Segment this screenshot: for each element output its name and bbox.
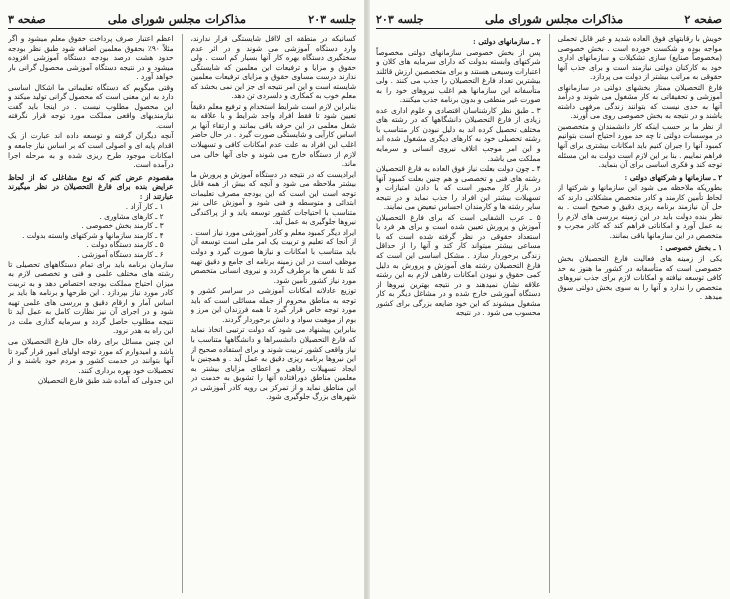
paragraph: آنچه دیگران گرفته و توسعه داده اند عبارت از یک اقدام پایه ای و اصولی است که بر اساس نیاز جامعه و امکانات موجود طرح ریزی شده و به مرحله اجرا درآمده است. — [8, 131, 174, 170]
right-page — [368, 0, 730, 599]
paragraph: اعظم اعتبار صرف پرداخت حقوق معلم میشود و اگر مثلاً ۹۰٪ بحقوق معلمین اضافه شود طبق نظر بودجه حدود هشت درصد بودجه دستگاه آموزشی افزوده میشود و در نتیجه دستگاه آموزشی محصول گرانی بار خواهد آورد . — [8, 34, 174, 82]
paragraph: توزیع عادلانه امکانات آموزشی در سراسر کشور و توجه به مناطق محروم از جمله مسائلی است که باید مورد توجه خاص قرار گیرد تا همه فرزندان این مرز و بوم از موهبت سواد و دانش برخوردار گردند. — [190, 286, 356, 324]
left-page-header — [8, 10, 356, 29]
paragraph: این چنین مسائل برای رفاه حال فارغ التحصیلان می باشد و امیدوارم که مورد توجه اولیای امور قرار گیرد تا آنها بتوانند در خدمت کشور و مردم خود باشند و از تحصیلات خود بهره برداری کنند. — [8, 336, 174, 375]
paragraph: فارغ التحصیلان ممتاز بخشهای دولتی در سازمانهای آموزشی و تحقیقاتی به کار مشغول می شوند و درآمد آنها به حدی نیست که بتوانند زندگی مرفهی داشته باشند و در نتیجه به بخش خصوصی روی می آورند. — [557, 82, 722, 121]
page-number: صفحه ۲ — [684, 12, 722, 26]
list-item: ۳ ـ کارمند بخش خصوصی . — [81, 221, 164, 231]
column-divider — [182, 34, 183, 593]
list-item: ۶ ـ کارمند دستگاه آموزشی . — [77, 250, 164, 260]
paragraph: کسانیکه در منطقه ای لااقل شایستگی قرار ندارند، وارد دستگاه آموزشی می شوند و در اثر عدم سختگیری دستگاه بهره کار آنها بسیار کم است . ولی حقوق و مزایا و ترفیعات این معلمین که شایستگی ندارند درست مساوی حقوق و مزایای ترفیعات معلمین شایسته است و این امر نتیجه ای جز این نمی بخشد که معلم خوب به کمکاری و دلسردی تن دهد. — [190, 34, 356, 101]
session-number: جلسه ۲۰۳ — [376, 12, 424, 26]
paragraph: سازمان برنامه باید برای تمام دستگاههای تحصیلی تا رشته های مختلف علمی و فنی و تخصصی لازم به میزان احتیاج مملکت بودجه اختصاص دهد و به تربیت کادر مورد نیاز بپردازد . این طرحها و برنامه ها باید بر اساس آمار و ارقام دقیق و بررسی های علمی تهیه شود و در اجرای آن نیز نظارت کامل به عمل آید تا نتیجه مطلوب حاصل گردد و سرمایه گذاری ملت در این راه به هدر نرود. — [8, 259, 174, 336]
paragraph: بنابراین پیشنهاد می شود که دولت ترتیبی اتخاذ نماید که فارغ التحصیلان دانشسراها و دانشگاهها متناسب با نیاز واقعی کشور تربیت شوند و برای استفاده صحیح از این نیروها برنامه ریزی دقیق به عمل آید . و همچنین با ایجاد تسهیلات رفاهی و اعطای مزایای بیشتر به معلمین مناطق دورافتاده آنها را تشویق به خدمت در این مناطق نماید و از تمرکز بی رویه کادر آموزشی در شهرهای بزرگ جلوگیری شود. — [190, 325, 356, 402]
journal-title: مذاکرات مجلس شورای ملی — [107, 12, 247, 26]
right-page-column-right — [558, 34, 723, 593]
list-item: ۲ ـ کارهای مشاوری . — [99, 211, 164, 221]
left-page-column-left — [8, 34, 174, 593]
right-page-header — [376, 10, 722, 29]
paragraph: خویش با رقابتهای فوق العاده شدید و غیر قابل تحملی مواجه بوده و شکست خورده است . بخش خصوصی (مخصوصاً صنایع) سازی تشکیلات و سازمانهای اداری خود به کارکنان دولتی نیازمند است و برای جذب آنها حقوقی به مراتب بیشتر از دولت می پردازد. — [557, 34, 722, 82]
list-item: ۵ ـ کارمند دستگاه دولت . — [86, 240, 164, 250]
journal-title: مذاکرات مجلس شورای ملی — [484, 12, 624, 26]
section-heading: ۲ ـ سازمانها و شرکتهای دولتی : — [624, 172, 722, 182]
paragraph: این جدولی که آماده شد طبق فارغ التحصیلان — [37, 376, 174, 386]
list-item: ۴ ـ کارمند سازمانها و شرکتهای وابسته بدولت . — [22, 230, 164, 240]
paragraph: ایرادیست که در نتیجه در دستگاه آموزش و پرورش ما بیشتر ملاحظه می شود و آنچه که بیش از همه قابل توجه است این است که این بودجه مصرف تعلیمات ابتدائی و متوسطه و فنی شود و آموزش عالی نیز متناسب با احتیاجات کشور توسعه یابد و از پراکندگی نیروها جلوگیری به عمل آید. — [190, 169, 356, 227]
session-number: جلسه ۲۰۳ — [308, 12, 356, 26]
paragraph: وقتی میگویم که دستگاه تعلیماتی ما اشکال اساسی دارد به این معنی است که محصول گرانی تولید میکند و این محصول مطلوب نیست . در اینجا باید گفت نیازمندیهای واقعی مملکت مورد توجه قرار نگرفته است. — [8, 82, 174, 130]
left-page — [0, 0, 364, 599]
paragraph: ۴ ـ چون دولت بعلت نیاز فوق العاده به فارغ التحصیلان رشته های فنی و تخصصی و هم چنین بعلت کمبود آنها در بازار کار مجبور است که با دادن امتیازات و تسهیلات بیشتر این افراد را جذب نماید و در نتیجه سایر رشته ها و کارمندان احساس تبعیض می نمایند. — [376, 164, 541, 212]
paragraph: از نظر ما بر حسب اینکه کار دانشمندان و متخصصین در موسسات دولتی تا چه حد مورد احتیاج است بتوانیم کمبود آنها را جبران کنیم باید امکانات بیشتری برای آنها فراهم نماییم . بنا بر این لازم است دولت به این مسئله توجه کند و فکری اساسی برای آن بنماید. — [557, 121, 722, 170]
section-heading: ۲ ـ سازمانهای دولتی : — [472, 37, 541, 46]
paragraph: ۳ ـ طبق نظر کارشناسان اقتصادی و علوم اداری عده زیادی از فارغ التحصیلان دانشگاهها که در رشته های مختلف تحصیل کرده اند به دلیل نبودن کار متناسب با رشته تحصیلی خود به کارهای دیگری مشغول شده اند و این امر موجب اتلاف نیروی انسانی و سرمایه مملکت می باشد. — [376, 105, 541, 163]
paragraph: یکی از زمینه های فعالیت فارغ التحصیلان بخش خصوصی است که متأسفانه در کشور ما هنوز به حد کافی توسعه نیافته و امکانات لازم برای جذب نیروهای متخصص را ندارد و آنها را به سوی بخش دولتی سوق میدهد . — [557, 254, 722, 302]
paragraph: ۵ ـ عرب الشفایی است که برای فارغ التحصیلان آموزش و پرورش تعیین شده است و برای هر فرد با استعداد حقوقی در نظر گرفته شده است که با مساعی بیشتر میتواند کار کند و آنها را از حداقل زندگی برخوردار سازد . مشکل اساسی این است که فارغ التحصیلان رشته های آموزش و پرورش به دلیل کمی حقوق و نبودن امکانات رفاهی لازم به این رشته علاقه نشان نمیدهند و در نتیجه بهترین نیروها از دستگاه آموزشی خارج شده و در مشاغل دیگر به کار مشغول میشوند که این خود ضایعه بزرگی برای کشور محسوب می شود . در نتیجه — [376, 212, 541, 318]
column-divider — [549, 34, 550, 593]
paragraph: پس از بخش خصوصی سازمانهای دولتی مخصوصاً شرکتهای وابسته بدولت که دارای سرمایه های کلان و اعتبارات وسیعی هستند و برای متخصصین ارزش قائلند بیشترین تعداد فارغ التحصیلان را جذب می کنند . ولی متأسفانه این سازمانها هم اغلب نیروهای خود را به صورت غیر منطقی و بدون برنامه جذب میکنند. — [376, 47, 541, 105]
section-heading: ۱ ـ بخش خصوصی : — [660, 243, 722, 253]
page-number: صفحه ۳ — [8, 12, 46, 26]
occupation-list — [8, 202, 174, 259]
list-item: ۱ ـ کار آزاد . — [125, 202, 164, 212]
paragraph: ایراد دیگر کمبود معلم و کادر آموزشی مورد نیاز است . از آنجا که تعلیم و تربیت یک امر ملی است توسعه آن باید متناسب با امکانات و نیازها صورت گیرد و دولت موظف است در این زمینه برنامه ای جامع و دقیق تهیه کند تا نقص ها برطرف گردد و نیروی انسانی متخصص مورد نیاز کشور تأمین شود. — [190, 227, 356, 285]
left-page-column-right — [191, 34, 357, 593]
right-page-column-left — [376, 34, 541, 593]
paragraph: بنابراین لازم است شرایط استخدام و ترفیع معلم دقیقاً تعیین شود تا فقط افراد واجد شرایط و با علاقه به شغل معلمی در این حرفه باقی بمانند و ارتقاء آنها بر اساس کارآیی و شایستگی صورت گیرد . در حال حاضر اغلب این افراد به علت عدم امکانات کافی و تسهیلات لازم از دستگاه خارج می شوند و جای آنها خالی می ماند. — [190, 101, 356, 169]
section-heading: مقصودم عرض کنم که نوع مشاغلی که از لحاظ عرایض بنده برای فارغ التحصیلان در نظر میگیرند عبارتند از : — [8, 172, 174, 201]
paragraph: بطوریکه ملاحظه می شود این سازمانها و شرکتها از لحاظ تأمین کارمند و کادر متخصص مشکلاتی دارند که حل آن نیازمند برنامه ریزی دقیق و صحیح است . به نظر بنده دولت باید در این زمینه بررسی های لازم را به عمل آورد و امکاناتی فراهم کند که کادر مجرب و متخصص در این سازمانها باقی بمانند. — [557, 183, 722, 240]
